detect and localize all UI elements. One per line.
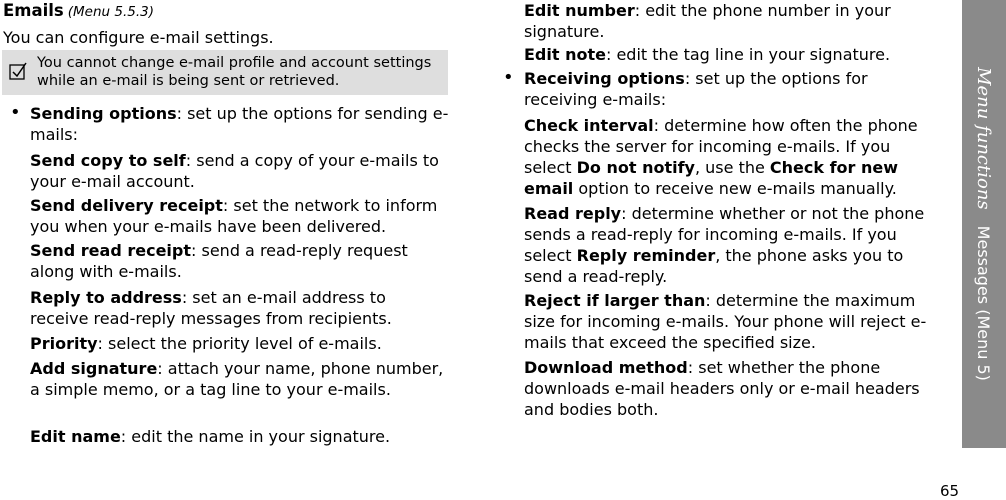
list-item: Reply to address: set an e-mail address to receive read-reply messages from recipients. [30, 288, 392, 328]
list-item: Send read receipt: send a read-reply request along with e-mails. [30, 241, 408, 281]
sidebar-section: Menu functions [973, 67, 995, 210]
list-item: Edit name: edit the name in your signature. [30, 427, 391, 446]
checkbox-note-icon [9, 62, 27, 80]
list-item: Add signature: attach your name, phone number, a simple memo, or a tag line to your e-mails. [30, 359, 444, 399]
list-item: Edit number: edit the phone number in your signature. [524, 1, 891, 41]
list-item: Check interval: determine how often the phone checks the server for incoming e-mails. If you select Do not notify, use the Check for new email option to receive new e-mails manually. [524, 116, 918, 198]
list-item: Send delivery receipt: set the network to inform you when your e-mails have been delivered. [30, 196, 438, 236]
list-item: Send copy to self: send a copy of your e-mails to your e-mail account. [30, 151, 439, 191]
intro-text: You can configure e-mail settings. [3, 28, 274, 47]
section-sidebar [962, 0, 1006, 448]
menu-path: (Menu 5.5.3) [67, 4, 154, 20]
bullet: • [10, 102, 21, 123]
sidebar-subsection: Messages (Menu 5) [974, 225, 994, 381]
list-item: Reject if larger than: determine the maximum size for incoming e-mails. Your phone will reject e-mails that exceed the specified size. [524, 291, 927, 352]
bullet: • [503, 67, 514, 88]
list-item: Edit note: edit the tag line in your signature. [524, 45, 891, 64]
page-number: 65 [940, 482, 960, 500]
list-item: Read reply: determine whether or not the phone sends a read-reply for incoming e-mails. If you select Reply reminder, the phone asks you to send a read-reply. [524, 204, 925, 286]
page-title: Emails (Menu 5.5.3) [3, 1, 154, 20]
note-text: You cannot change e-mail profile and account settings while an e-mail is being sent or retrieved. [37, 55, 432, 89]
list-item: Download method: set whether the phone downloads e-mail headers only or e-mail headers and bodies both. [524, 358, 920, 419]
sidebar-text [964, 22, 1004, 426]
list-item: Priority: select the priority level of e-mails. [30, 334, 382, 353]
sending-options: Sending options: set up the options for sending e-mails: [30, 104, 449, 144]
note-box [2, 50, 448, 95]
receiving-options: Receiving options: set up the options for receiving e-mails: [524, 69, 868, 109]
